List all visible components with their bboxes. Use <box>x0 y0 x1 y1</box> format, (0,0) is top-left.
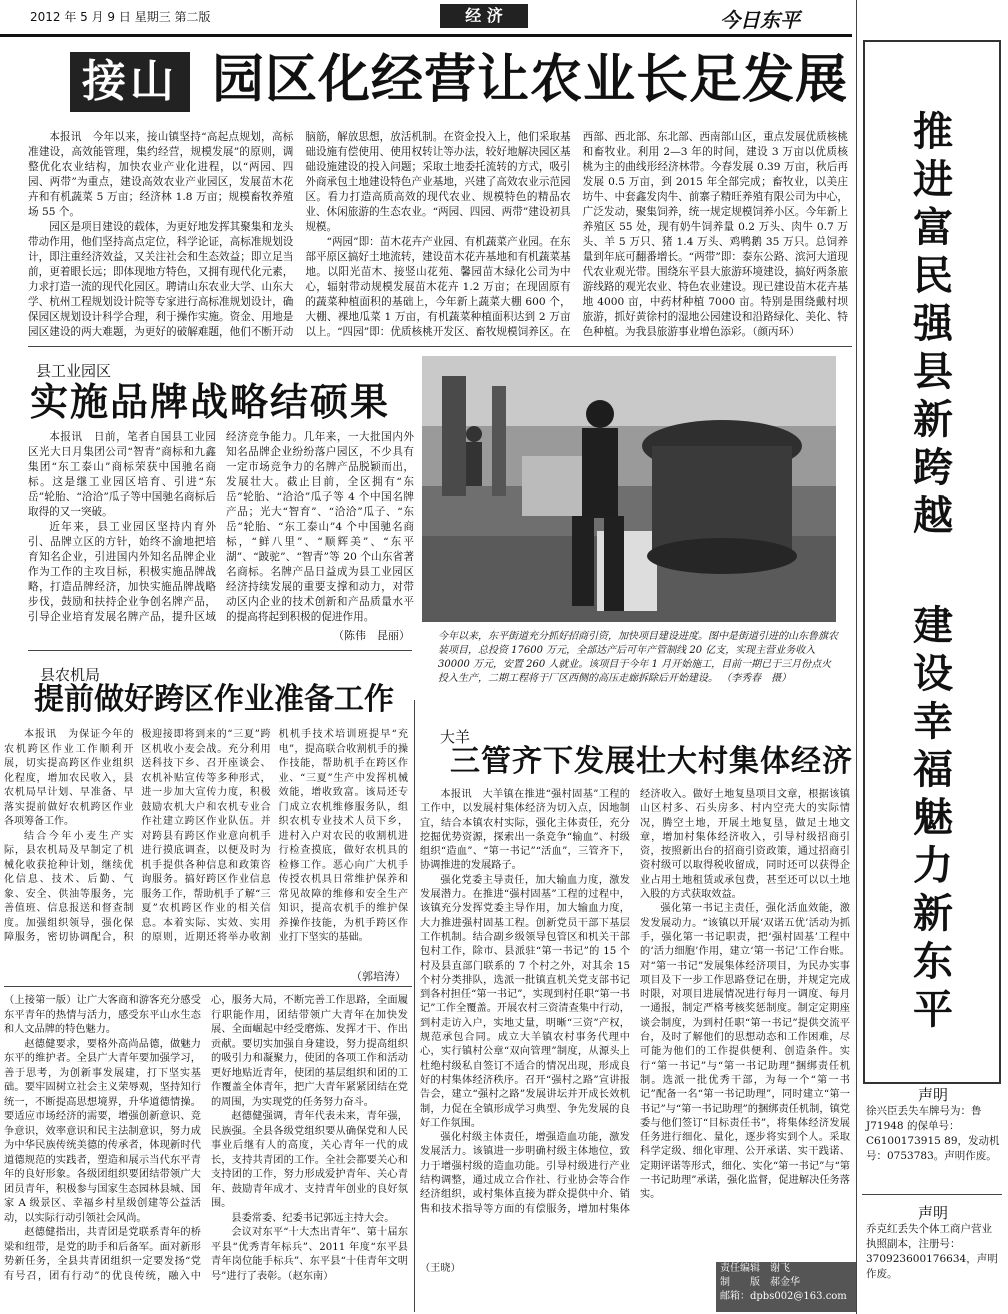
lead-headline: 园区化经营让农业长足发展 <box>212 50 849 110</box>
village-headline: 三管齐下发展壮大村集体经济 <box>450 744 853 779</box>
editor-box <box>716 1262 856 1312</box>
brand-byline: （陈伟 昆丽） <box>333 629 410 642</box>
agri-headline: 提前做好跨区作业准备工作 <box>34 682 394 717</box>
lead-paragraph: 园区是项目建设的载体，为更好地发挥其聚集和龙头带动作用，他们坚持高点定位，科学论证，高标准规划设计，即注重经济效益，又关注社会和生态效益；即立足当前，更着眼长远；即体现地方特色，又拥有现代化元素，力求打造一流的现代化园区。聘请山东农业大学、山东大学、杭州工程规划设计院等专家进行高标准规划设计，确保园区规划设计科学合理，利于操作实施。资金、用地是园区建设的两大难题，为更好的破解难题，他们不断开动脑筋，解放思想，放活机制。在资金投入上，他们采取基础设施有偿使用、使用权转让等办法，较好地解决园区基础设施建设的投入问题；采取土地委托流转的方式，吸引外商承包土地建设特色产业基地，兴建了高效农业示范园区。看力打造高质高效的现代农业、规模特色的精品农业、休闲旅游的生态农业。“两园、四园、两带”建设初具规模。 <box>28 131 571 338</box>
lead-paragraph: “两园”即：苗木花卉产业园、有机蔬菜产业园。在东部平原区搞好土地流转，建设苗木花卉基地和有机蔬菜基地。以阳光苗木、接竖山花苑、馨园苗木绿化公司为中心，辐射带动规模发展苗木花卉 1.2 万亩；在现固原有的蔬菜种植面积的基础上，今年新上蔬菜大棚 600 个，大棚、裸地瓜菜 1 万亩，有机蔬菜种植面积达到 2 万亩以上。“四园”即：优质核桃开发区、畜牧规模饲养区。在西部、西北部、东北部、西南部山区，重点发展优质核桃和畜牧业。利用 2—3 年的时间，建设 3 万亩以优质核桃为主的曲线形经济林带。今春发展 0.39 万亩，秋后再发展 0.5 万亩，到 2015 年全部完成；畜牧业，以美庄坊牛、中套鑫发肉牛、前寨子精旺养殖有限公司为中心，广泛发动，聚集饲养，统一规定规模饲养小区。今年新上养殖区 55 处，现有奶牛饲养量 0.2 万头、肉牛 0.7 万头、羊 5 万只、猪 1.4 万头、鸡鸭鹅 35 万只。总饲养量到年底可翻番增长。“两带”即：泰东公路、滨河大道现代农业观光带。围绕东平县大旅游环境建设，搞好两条旅游线路的观光农业、特色农业建设。现已建设苗木花卉基地 4000 亩，中药材种植 7000 亩。特别是围绕戴村坝旅游，抓好黄徐村的湿地公园建设和沿路绿化、美化、特色种植。为我县旅游事业增色添彩。（颜丙环） <box>305 131 848 338</box>
brand-paragraph: 本报讯 日前，笔者自国县工业园区光大日月集团公司“智青”商标和九鑫集团“东工泰山”商标荣获中国驰名商标。这是继工业园区培育、引进“东岳”轮胎、“洽洽”瓜子等中国驰名商标后取得的又一突破。 <box>28 431 216 518</box>
continuation-paragraph: 县委常委、纪委书记郭远主持大会。 <box>231 1212 395 1224</box>
continuation-paragraph: 赵德健指出，共青团是党联系青年的桥梁和纽带，是党的助手和后备军。面对新形势新任务，全县共青团组织一定要发扬“党有号召，团有行动”的优良传统，融入中心，服务大局，不断完善工作思路，全面履行职能作用，团结带领广大青年在加快发展、全面崛起中经受磨炼、发挥才干、作出贡献。要切实加强自身建设，努力提高组织的吸引力和凝聚力，使团的各项工作和活动更好地贴近青年，使团的基层组织和团的工作覆盖全体青年，把广大青年紧紧团结在党的周围，为实现党的任务努力奋斗。 <box>4 995 408 1282</box>
village-byline: （王晓） <box>420 1263 461 1274</box>
lead-tag: 接山 <box>70 52 190 112</box>
village-body <box>420 788 850 1258</box>
factory-photo-illustration <box>422 356 836 622</box>
notice-heading: 声明 <box>917 1086 948 1104</box>
photo-caption-text: 今年以来，东平街道充分抓好招商引资，加快项目建设进度。图中是街道引进的山东鲁旗农装项目，总投资 17600 万元，全部达产后可年产管制线 20 亿支，实现主营业务收入 30000 万元，安置 260 人就业。该项目于今年 1 月开始施工，目前一期已于三月份点火投入生产，二期工程将于厂区西侧的高压走廊拆除后开始建设。 <box>438 631 838 684</box>
notice-text: 徐兴臣丢失车牌号为：鲁J71948 的保单号：C6100173915 89，发动机号：0753783。声明作废。 <box>866 1105 1000 1162</box>
village-paragraph: 强化村级主体责任，增强造血功能，激发发展活力。该镇进一步明确村级主体地位，致力于增强村级的造血功能。引导村级进行产业结构调整，通过成立合作社、行业协会等合作经济组织，或村集体直接为群众提供中介、销售和技术指导等方面的有偿服务，增加村集体经济收入。做好土地复垦项目文章，根据该镇山区村多、石头房多、村内空壳大的实际情况，腾空土地，开展土地复垦，做足土地文章，增加村集体经济收入，引导村级招商引资，按照新出台的招商引资政策，通过招商引资村级可以取得税收留成，同时还可以获得企业占用土地租赁或承包费，甚至还可以以土地入股的方式获取效益。 <box>420 789 850 1215</box>
photo-credit: （李秀春 摄） <box>721 673 792 684</box>
agri-byline: （郭培涛） <box>351 970 406 983</box>
photo-caption <box>438 630 838 692</box>
news-photo <box>422 356 836 622</box>
continuation-paragraph: 赵德健要求，要格外高尚品德，做魅力东平的维护者。全县广大青年要加强学习，善于思考，为创新事发展建，打下坚实基础。要牢固树立社会主义荣辱观，坚持知行统一，不断提高思想境界，升华道德情操。要适应市场经济的需要，增强创新意识、竞争意识，效率意识和民主法制意识，努力成为中华民族传统美德的传承者，体现新时代道德规范的实践者，塑造和展示当代东平青年的良好形象。各级团组织要团结带领广大团员青年，积极参与国家生态园林县城、国家 A 级景区、幸福乡村星级创建等公益活动，以实际行动引领社会风尚。 <box>4 1038 201 1224</box>
village-paragraph: 强化第一书记主责任，强化活血效能，激发发展动力。“该镇以开展‘双诺五优’活动为抓手，强化第一书记职责，把‘强村固基’工程中的‘活力细胞’作用，建立‘第一书记’工作台账。对“第一书记”发展集体经济项目，为民办实事项目及下一步工作思路登记在册，并规定完成时限，对项目进展情况进行每月一调度、每月一通报，制定严格考核奖惩制度。制定定期座谈会制度，为到村任职“第一书记”提供交流平台，及时了解他们的思想动态和工作困难，尽可能为他们的工作提供便利、创造条件。实行“第一书记”与“第一书记助理”捆绑责任机制。选派一批优秀干部，为每一个“第一书记”配备一名“第一书记助理”，同时建立“第一书记”与“第一书记助理”的捆绑责任机制，镇党委与他们签订“目标责任书”，将集体经济发展任务进行细化、量化，逐步将实到个人。采取科学定级、细化审理、公开承诺、实干践诺、定期评诺等形式，细化、实化“第一书记”与“第一书记助理”承诺，强化监督，促进解决任务落实。 <box>640 903 850 1201</box>
editor-line: 制 版 郝金华 <box>720 1277 800 1288</box>
continuation-paragraph: （上接第一版）让广大客商和游客充分感受东平青年的热情与活力，感受东平山水生态和人文品牌的特色魅力。 <box>4 995 201 1035</box>
section-label: 经 济 <box>440 4 528 28</box>
brand-kicker: 县工业园区 <box>36 362 112 380</box>
village-kicker: 大羊 <box>440 728 471 746</box>
brand-headline: 实施品牌战略结硕果 <box>30 380 391 424</box>
lead-paragraph: 本报讯 今年以来，接山镇坚持“高起点规划，高标准建设，高效能管理，集约经营，规模发展”的原则，调整优化农业结构，加快农业产业化进程，以“两园、四园、两带”为重点，建设高效农业产业园区，发展苗木花卉和有机蔬菜 5 万亩；经济林 1.8 万亩；规模畜牧养殖场 55 个。 <box>28 131 294 218</box>
notice-heading: 声明 <box>917 1204 948 1222</box>
divider <box>4 986 412 987</box>
village-paragraph: 本报讯 大羊镇在推进“强村固基”工程的工作中，以发展村集体经济为切入点，因地制宜，结合本镇农村实际，强化主体责任，充分挖掘优势资源，探索出一条竞争“输血”、村级组织“造血”、“第一书记”“活血”，三管齐下，协调推进的发展路子。 <box>420 789 630 872</box>
brand-paragraph: 近年来，县工业园区坚持内育外引、品牌立区的方针，始终不渝地把培育知名企业，引进国内外知名品牌企业作为工作的主攻目标，积极实施品牌战略，打造品牌经济，加快实施品牌战略步伐，鼓励和扶持企业争创名牌产品，引导企业培育发展名牌产品，提升区域经济竞争能力。几年来，一大批国内外知名品牌企业纷纷落户园区，不少具有一定市场竞争力的名牌产品脱颖而出，发展壮大。截止目前，全区拥有“东岳”轮胎、“洽洽”瓜子等 4 个中国名牌产品；光大“智育”、“洽洽”瓜子、“东岳”轮胎、“东工泰山”4 个中国驰名商标，“鲜八里”、“顺辉美”、“东平湖”、“跛驼”、“智青”等 20 个山东省著名商标。名牌产品日益成为县工业园区经济持续发展的重要支撑和动力，对带动区内企业的技术创新和产品质量水平的提高将起到积极的促进作用。 <box>28 431 414 623</box>
editor-line: 责任编辑 谢飞 <box>720 1263 790 1274</box>
sidebar-divider <box>856 0 857 1314</box>
agri-paragraph: 本报讯 为保证今年的农机跨区作业工作顺利开展，切实提高跨区作业组织化程度，增加农民收入，县农机局早计划、早准备、早落实提前做好农机跨区作业各项筹备工作。 <box>4 729 134 827</box>
agri-paragraph: 结合今年小麦生产实际，县农机局及早制定了机械化收获抢种计划，继续优化信息、技术、后勤、气象、安全、供油等服务，完善值班、信息报送和督查制度。加强组织领导，强化保障服务，密切协调配合，积极迎接即将到来的“三夏”跨区机收小麦会战。充分利用送科技下乡、召开座谈会、农机补贴宣传等多种形式，进一步加大宣传力度，积极鼓励农机大户和农机专业合作社建立跨区作业队伍。并对跨县有跨区作业意向机手进行摸底调查，以便及时为机手提供各种信息和政策咨询服务。搞好跨区作业信息服务工作，帮助机手了解“三夏”农机跨区作业的相关信息。本着实际、实效、实用的原则，近期还将举办收割机机手技术培训班提早“充电”，提高联合收割机手的操作技能，帮助机手在跨区作业、“三夏”生产中发挥机械效能，增收致富。该局还专门成立农机维修服务队，组织农机专业技术人员下乡，进村入户对农民的收割机进行检查摸底，做好农机具的检修工作。恶心向广大机手传授农机具日常维护保养和常见故障的维修和安全生产知识，提高农机手的维护保养操作技能，为机手跨区作业打下坚实的基础。 <box>4 729 408 943</box>
column-divider <box>414 700 415 1312</box>
divider <box>28 650 412 651</box>
slogan-a: 推进富民强县新跨越 <box>913 109 953 539</box>
divider <box>862 1194 1002 1195</box>
divider <box>28 346 852 347</box>
newspaper-logo: 今日东平 <box>720 8 800 32</box>
lead-body <box>28 130 848 342</box>
village-paragraph: 强化党委主导责任，加大输血力度，激发发展潜力。在推进“强村固基”工程的过程中，该镇充分发挥党委主导作用，加大输血力度，大力推进强村固基工程。创新党员干部下基层工作机制。结合副乡级领导包管区和机关干部包村工作，除市、县派驻“第一书记”的 15 个村及县直部门联系的 7 个村之外，对其余 15 个村分类排队，选派一批镇直机关党支部书记到各村担任“第一书记”，实现到村任职“第一书记”工作全覆盖。开展农村三资清查集中行动，到村走访入户，实地丈量，明晰“三资”产权，规范承包合同。成立大羊镇农村事务代理中心，实行镇村公章“双向管理”制度，从源头上杜绝村级私自签订不适合的情况出现，形成良好的村集体经济秩序。召开“强村之路”宣讲报告会，建立“强村之路”发展讲坛并开成长效机制，力促在全镇形成学习典型、争先发展的良好工作氛围。 <box>420 874 630 1129</box>
agri-kicker: 县农机局 <box>40 666 101 684</box>
notice-text: 乔克红丢失个体工商户营业执照副本，注册号：370923600176634，声明作废。 <box>866 1223 998 1280</box>
continuation-body <box>4 994 408 1312</box>
slogan-b: 建设幸福魅力新东平 <box>913 603 953 1033</box>
header-rule <box>0 34 852 37</box>
continuation-paragraph: 会议对东平“十大杰出青年”、第十届东平县“优秀青年标兵”、2011 年度“东平县青年岗位能手标兵”、东平县“十佳青年文明号”进行了表彰。（赵东南） <box>211 1227 408 1282</box>
village-body-tail <box>420 1262 710 1312</box>
brand-body <box>28 430 414 626</box>
agri-body <box>4 728 408 978</box>
issue-date: 2012 年 5 月 9 日 星期三 第二版 <box>30 10 211 24</box>
editor-email: 邮箱：dpbs002@163.com <box>720 1291 847 1302</box>
continuation-paragraph: 赵德健强调，青年代表未来，青年强，民族强。全县各级党组织要从确保党和人民事业后继有人的高度，关心青年一代的成长，支持共青团的工作。全社会都要关心和支持团的工作，努力形成爱护青年、关心青年、鼓励青年成才、支持青年创业的良好氛围。 <box>211 1111 408 1209</box>
